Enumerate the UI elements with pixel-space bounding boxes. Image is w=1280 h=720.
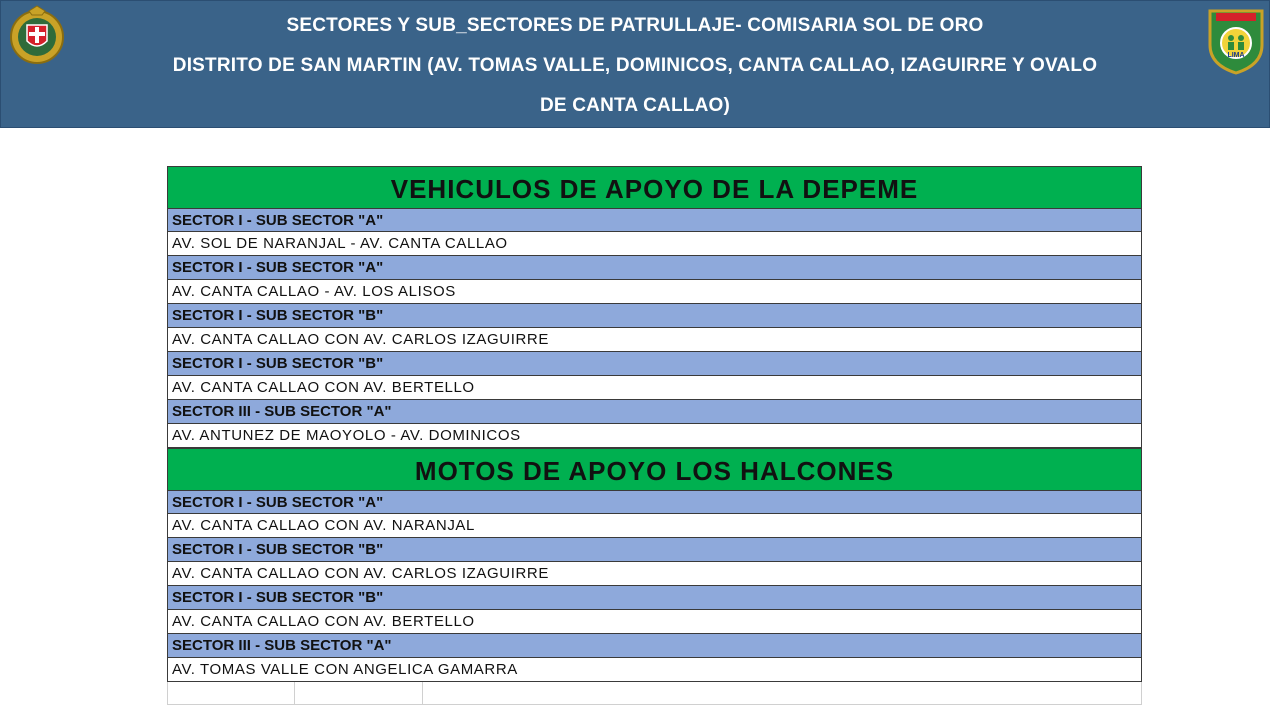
section2-row3-street: AV. CANTA CALLAO CON AV. BERTELLO [167, 610, 1142, 634]
patrol-sectors-table [167, 166, 1142, 705]
empty-cell [295, 682, 423, 705]
section1-row4-sector: SECTOR I - SUB SECTOR "B" [167, 352, 1142, 376]
slide-header [0, 0, 1270, 128]
section1-row2-sector: SECTOR I - SUB SECTOR "A" [167, 256, 1142, 280]
empty-cell [423, 682, 1142, 705]
section2-title: MOTOS DE APOYO LOS HALCONES [167, 448, 1142, 490]
header-title-line-2: DISTRITO DE SAN MARTIN (AV. TOMAS VALLE, DOMINICOS, CANTA CALLAO, IZAGUIRRE Y OVALO [172, 55, 1098, 76]
section1-row5-street: AV. ANTUNEZ DE MAOYOLO - AV. DOMINICOS [167, 424, 1142, 448]
right-logo-text: LIMA [1227, 52, 1245, 59]
section2-row3-sector: SECTOR I - SUB SECTOR "B" [167, 586, 1142, 610]
section2-row1-sector: SECTOR I - SUB SECTOR "A" [167, 490, 1142, 514]
section2-row2-street: AV. CANTA CALLAO CON AV. CARLOS IZAGUIRRE [167, 562, 1142, 586]
section1-row1-sector: SECTOR I - SUB SECTOR "A" [167, 208, 1142, 232]
lima-police-region-badge-icon [1204, 5, 1268, 75]
section1-row5-sector: SECTOR III - SUB SECTOR "A" [167, 400, 1142, 424]
section1-title: VEHICULOS DE APOYO DE LA DEPEME [167, 166, 1142, 208]
section2-row4-sector: SECTOR III - SUB SECTOR "A" [167, 634, 1142, 658]
section2-row2-sector: SECTOR I - SUB SECTOR "B" [167, 538, 1142, 562]
section1-row2-street: AV. CANTA CALLAO - AV. LOS ALISOS [167, 280, 1142, 304]
section1-row1-street: AV. SOL DE NARANJAL - AV. CANTA CALLAO [167, 232, 1142, 256]
section2-row1-street: AV. CANTA CALLAO CON AV. NARANJAL [167, 514, 1142, 538]
header-title-line-3: DE CANTA CALLAO) [539, 95, 730, 116]
section2-row4-street: AV. TOMAS VALLE CON ANGELICA GAMARRA [167, 658, 1142, 682]
section1-row4-street: AV. CANTA CALLAO CON AV. BERTELLO [167, 376, 1142, 400]
empty-cell [167, 682, 295, 705]
section1-row3-street: AV. CANTA CALLAO CON AV. CARLOS IZAGUIRRE [167, 328, 1142, 352]
empty-grid-row [167, 682, 1142, 705]
section1-row3-sector: SECTOR I - SUB SECTOR "B" [167, 304, 1142, 328]
header-title-line-1: SECTORES Y SUB_SECTORES DE PATRULLAJE- COMISARIA SOL DE ORO [286, 15, 984, 36]
